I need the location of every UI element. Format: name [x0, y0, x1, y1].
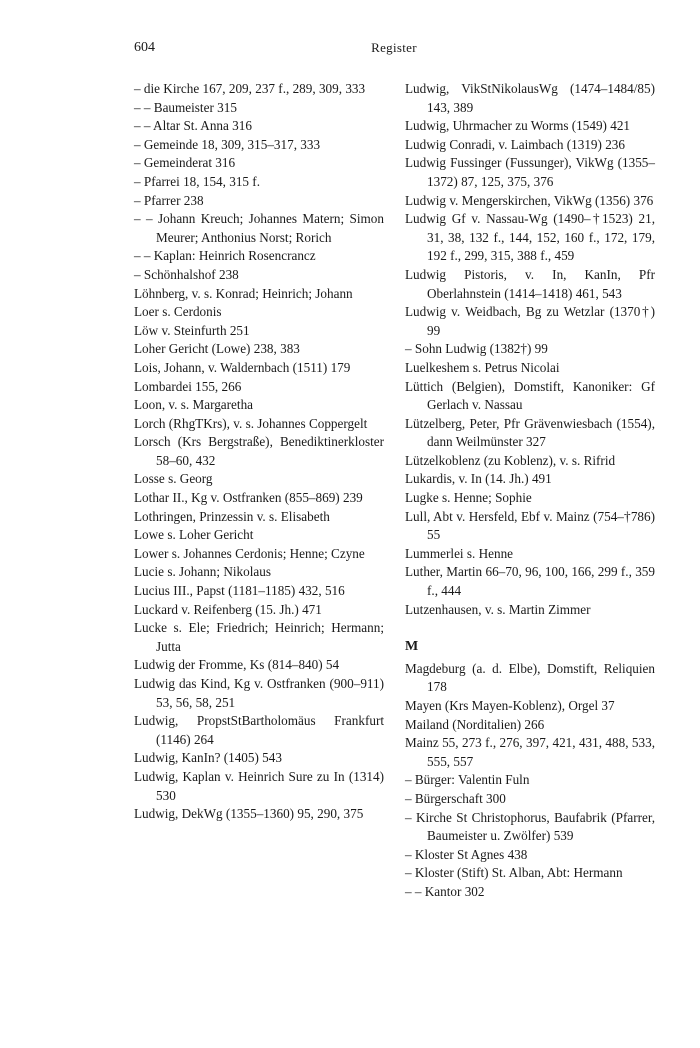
index-entry: Ludwig Conradi, v. Laimbach (1319) 236	[405, 136, 625, 152]
index-entry: – – Altar St. Anna 316	[134, 118, 252, 134]
index-entry: Ludwig, Kaplan v. Heinrich Sure zu In (1314) 530	[134, 768, 384, 803]
index-entry: Ludwig der Fromme, Ks (814–840) 54	[134, 657, 340, 673]
index-entry: Ludwig v. Weidbach, Bg zu Wetzlar (1370†) 99	[405, 304, 655, 338]
index-entry: – Sohn Ludwig (1382†) 99	[405, 341, 548, 357]
index-entry: Lüttich (Belgien), Domstift, Kanoniker: Gf Gerlach v. Nassau	[405, 378, 655, 413]
index-entry: Ludwig v. Mengerskirchen, VikWg (1356) 376	[405, 192, 654, 208]
index-entry: Mayen (Krs Mayen-Koblenz), Orgel 37	[405, 698, 615, 713]
index-entry: Lombardei 155, 266	[134, 378, 242, 394]
index-entry: Ludwig, Uhrmacher zu Worms (1549) 421	[405, 118, 631, 134]
index-entry: Ludwig, PropstStBartholomäus Frankfurt (1146) 264	[134, 713, 384, 747]
index-entry: – die Kirche 167, 209, 237 f., 289, 309, 333	[134, 81, 366, 96]
index-entry: Ludwig Fussinger (Fussunger), VikWg (1355–1372) 87, 125, 375, 376	[405, 155, 655, 189]
index-entry: – Bürgerschaft 300	[405, 790, 506, 806]
index-entry: Mailand (Norditalien) 266	[405, 716, 545, 732]
index-entry: Luckard v. Reifenberg (15. Jh.) 471	[134, 601, 322, 617]
index-entry: Magdeburg (a. d. Elbe), Domstift, Reliquien 178	[405, 660, 655, 695]
index-entry: Löw v. Steinfurth 251	[134, 322, 250, 338]
index-entry: Lummerlei s. Henne	[405, 545, 514, 561]
index-entry: Lois, Johann, v. Waldernbach (1511) 179	[134, 359, 351, 375]
index-entry: – Gemeinderat 316	[134, 155, 236, 171]
index-entry: Löhnberg, v. s. Konrad; Heinrich; Johann	[134, 285, 353, 301]
index-entry: Lutzenhausen, v. s. Martin Zimmer	[405, 601, 591, 617]
index-entry: – Pfarrei 18, 154, 315 f.	[134, 173, 260, 189]
index-entry: Lucie s. Johann; Nikolaus	[134, 564, 271, 580]
index-entry: Lucke s. Ele; Friedrich; Heinrich; Hermann; Jutta	[134, 620, 384, 654]
index-entry: Ludwig, VikStNikolausWg (1474–1484/85) 143, 389	[405, 81, 655, 115]
index-entry: Mainz 55, 273 f., 276, 397, 421, 431, 488, 533, 555, 557	[405, 735, 655, 769]
running-title: Register	[371, 40, 417, 55]
index-entry: – Kloster (Stift) St. Alban, Abt: Hermann	[405, 865, 623, 881]
index-entry: Ludwig, DekWg (1355–1360) 95, 290, 375	[134, 806, 364, 822]
index-entry: Lorch (RhgTKrs), v. s. Johannes Coppergelt	[134, 415, 368, 431]
index-entry: Lützelberg, Peter, Pfr Grävenwiesbach (1554), dann Weilmünster 327	[405, 415, 655, 450]
index-entry: Ludwig, KanIn? (1405) 543	[134, 750, 282, 766]
index-entry: – Gemeinde 18, 309, 315–317, 333	[134, 136, 321, 152]
index-entry: Losse s. Georg	[134, 471, 213, 487]
index-entry: – – Kaplan: Heinrich Rosencrancz	[134, 248, 316, 264]
index-entry: Lowe s. Loher Gericht	[134, 527, 254, 543]
index-entry: – Pfarrer 238	[134, 192, 204, 208]
index-entry: – – Johann Kreuch; Johannes Matern; Simon Meurer; Anthonius Norst; Rorich	[134, 211, 384, 245]
index-entry: Luelkeshem s. Petrus Nicolai	[405, 359, 560, 375]
section-letter: M	[405, 639, 419, 655]
index-entry: Lugke s. Henne; Sophie	[405, 490, 532, 506]
index-entry: Loer s. Cerdonis	[134, 304, 222, 320]
index-column-left	[134, 80, 384, 824]
index-entry: Lorsch (Krs Bergstraße), Benediktinerkloster 58–60, 432	[134, 434, 384, 468]
index-entry: Ludwig Gf v. Nassau-Wg (1490–†1523) 21, 31, 38, 132 f., 144, 152, 160 f., 172, 179, 192 f., 299, 315, 388 f., 459	[405, 211, 655, 264]
index-entry: – – Baumeister 315	[134, 99, 237, 115]
index-entry: – – Kantor 302	[405, 883, 485, 899]
index-entry: Lützelkoblenz (zu Koblenz), v. s. Rifrid	[405, 452, 616, 468]
page-number: 604	[134, 40, 155, 55]
index-entry: – Schönhalshof 238	[134, 266, 239, 282]
index-entry: Lucius III., Papst (1181–1185) 432, 516	[134, 583, 345, 599]
index-entry: – Kloster St Agnes 438	[405, 846, 528, 862]
index-entry: Lukardis, v. In (14. Jh.) 491	[405, 471, 552, 487]
index-entry: Lothar II., Kg v. Ostfranken (855–869) 239	[134, 490, 363, 506]
page-header	[134, 40, 654, 62]
index-entry: – Bürger: Valentin Fuln	[405, 772, 530, 788]
index-entry: Lull, Abt v. Hersfeld, Ebf v. Mainz (754–†786) 55	[405, 508, 655, 543]
index-entry: Loher Gericht (Lowe) 238, 383	[134, 341, 300, 357]
index-entry: Loon, v. s. Margaretha	[134, 397, 254, 413]
index-entry: Ludwig das Kind, Kg v. Ostfranken (900–911) 53, 56, 58, 251	[134, 676, 384, 710]
index-column-right	[405, 80, 655, 902]
index-entry: Lothringen, Prinzessin v. s. Elisabeth	[134, 508, 330, 524]
index-entry: Lower s. Johannes Cerdonis; Henne; Czyne	[134, 545, 365, 561]
index-entry: Ludwig Pistoris, v. In, KanIn, Pfr Oberlahnstein (1414–1418) 461, 543	[405, 266, 655, 301]
index-entry: – Kirche St Christophorus, Baufabrik (Pfarrer, Baumeister u. Zwölfer) 539	[405, 809, 655, 844]
index-entry: Luther, Martin 66–70, 96, 100, 166, 299 f., 359 f., 444	[405, 564, 655, 599]
